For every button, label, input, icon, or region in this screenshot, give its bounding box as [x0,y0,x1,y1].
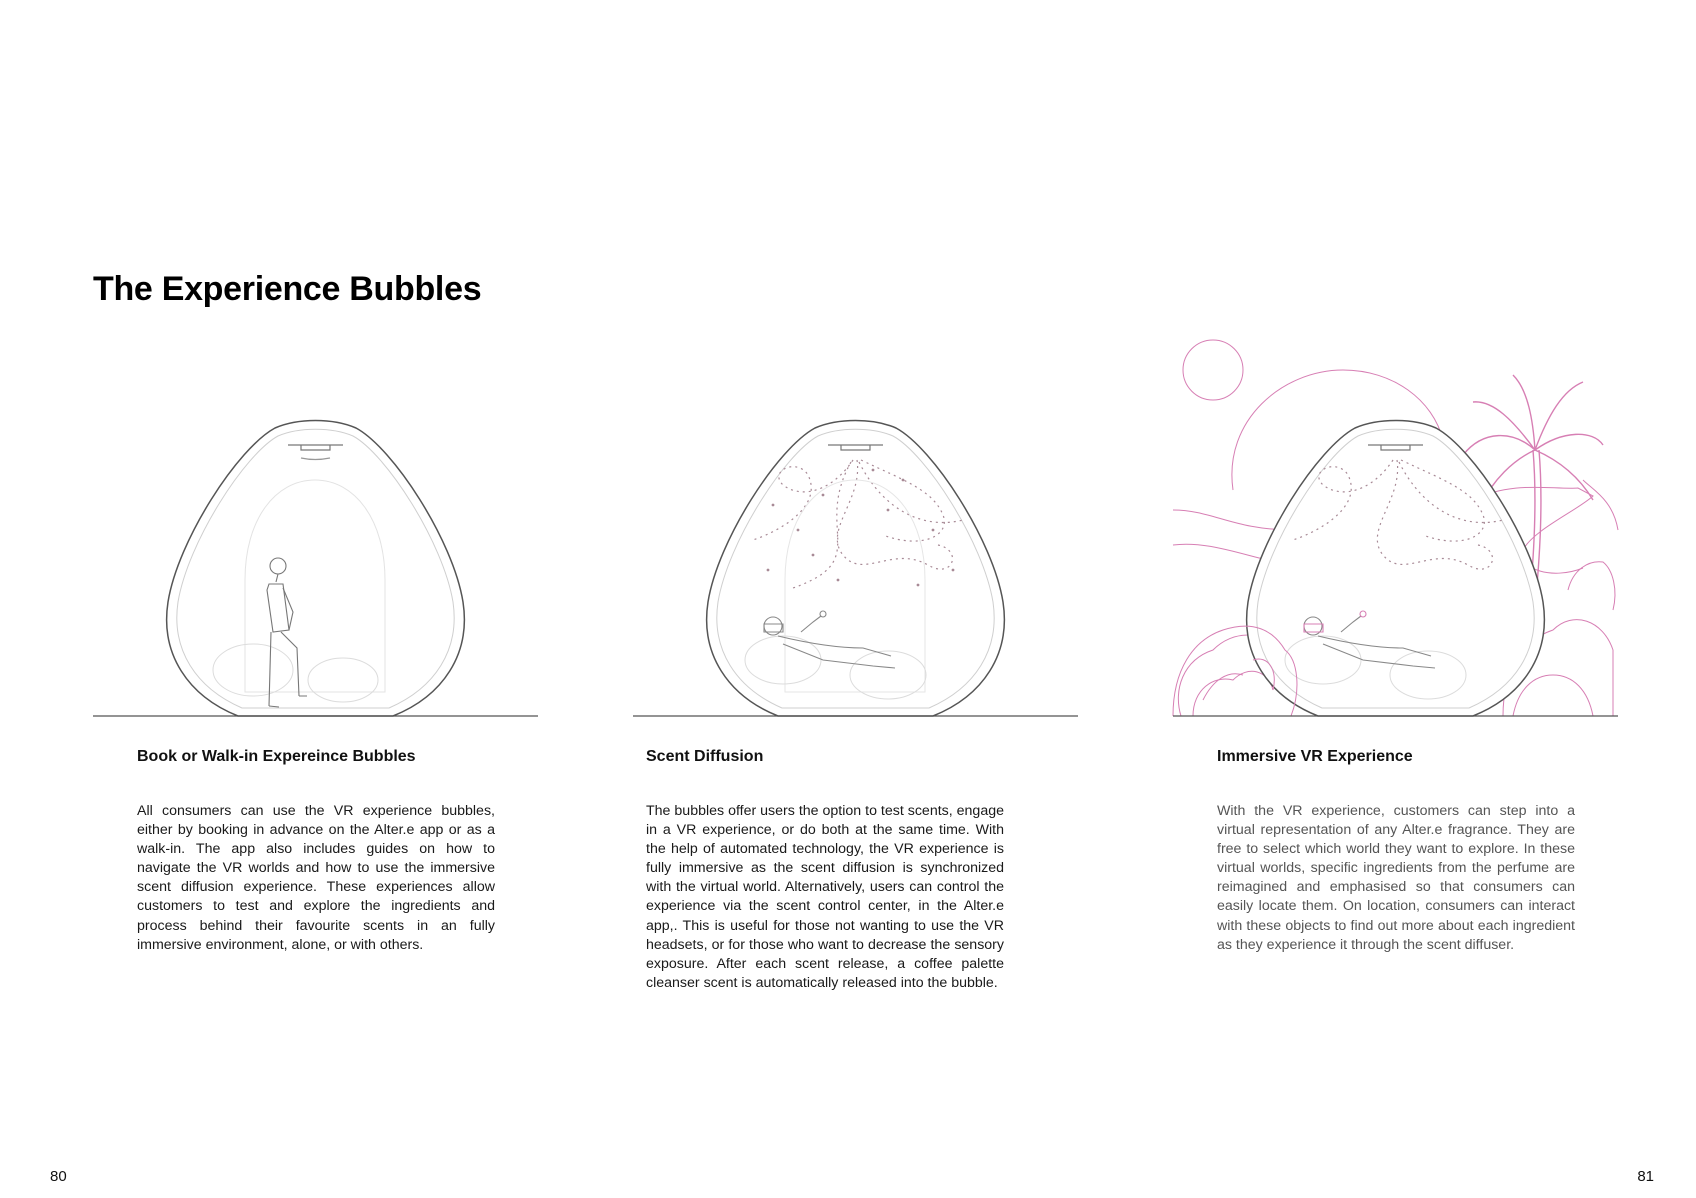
section-body: The bubbles offer users the option to test scents, engage in a VR experience, or do both at the same time. With the help of automated technology, the VR experience is fully immersive as the scent diffusion is synchronized with the virtual world. Alternatively, users can control the experience via the scent control center, in the Alter.e app,. This is useful for those not wanting to use the VR headsets, or for those who want to decrease the sensory exposure. After each scent release, a coffee palette cleanser scent is automatically released into the bubble. [646,803,1004,991]
section-body: All consumers can use the VR experience bubbles, either by booking in advance on the Alter.e app or as a walk-in. The app also includes guides on how to navigate the VR worlds and how to use the immersive scent diffusion experience. These experiences allow customers to test and explore the ingredients and process behind their favourite scents in an fully immersive environment, alone, or with others. [137,803,495,953]
section-heading: Book or Walk-in Expereince Bubbles [137,748,416,765]
page-number-right: 81 [1637,1168,1654,1185]
section-scent-diffusion [646,748,1004,993]
page-number-left: 80 [50,1168,67,1185]
section-body: With the VR experience, customers can step into a virtual representation of any Alter.e fragrance. They are free to select which world they want to explore. In these virtual worlds, specific ingredients from the perfume are reimagined and emphasised so that consumers can easily locate them. On location, consumers can interact with these objects to find out more about each ingredient as they experience it through the scent diffuser. [1217,803,1575,953]
section-walk-in [137,748,495,955]
section-heading: Scent Diffusion [646,748,764,765]
bubble-illustration-scent-diffusion [633,330,1078,720]
section-immersive-vr [1217,748,1575,955]
section-heading: Immersive VR Experience [1217,748,1413,765]
page-title: The Experience Bubbles [93,270,482,308]
bubble-illustration-immersive-vr [1173,330,1618,720]
bubble-illustration-walk-in [93,330,538,720]
